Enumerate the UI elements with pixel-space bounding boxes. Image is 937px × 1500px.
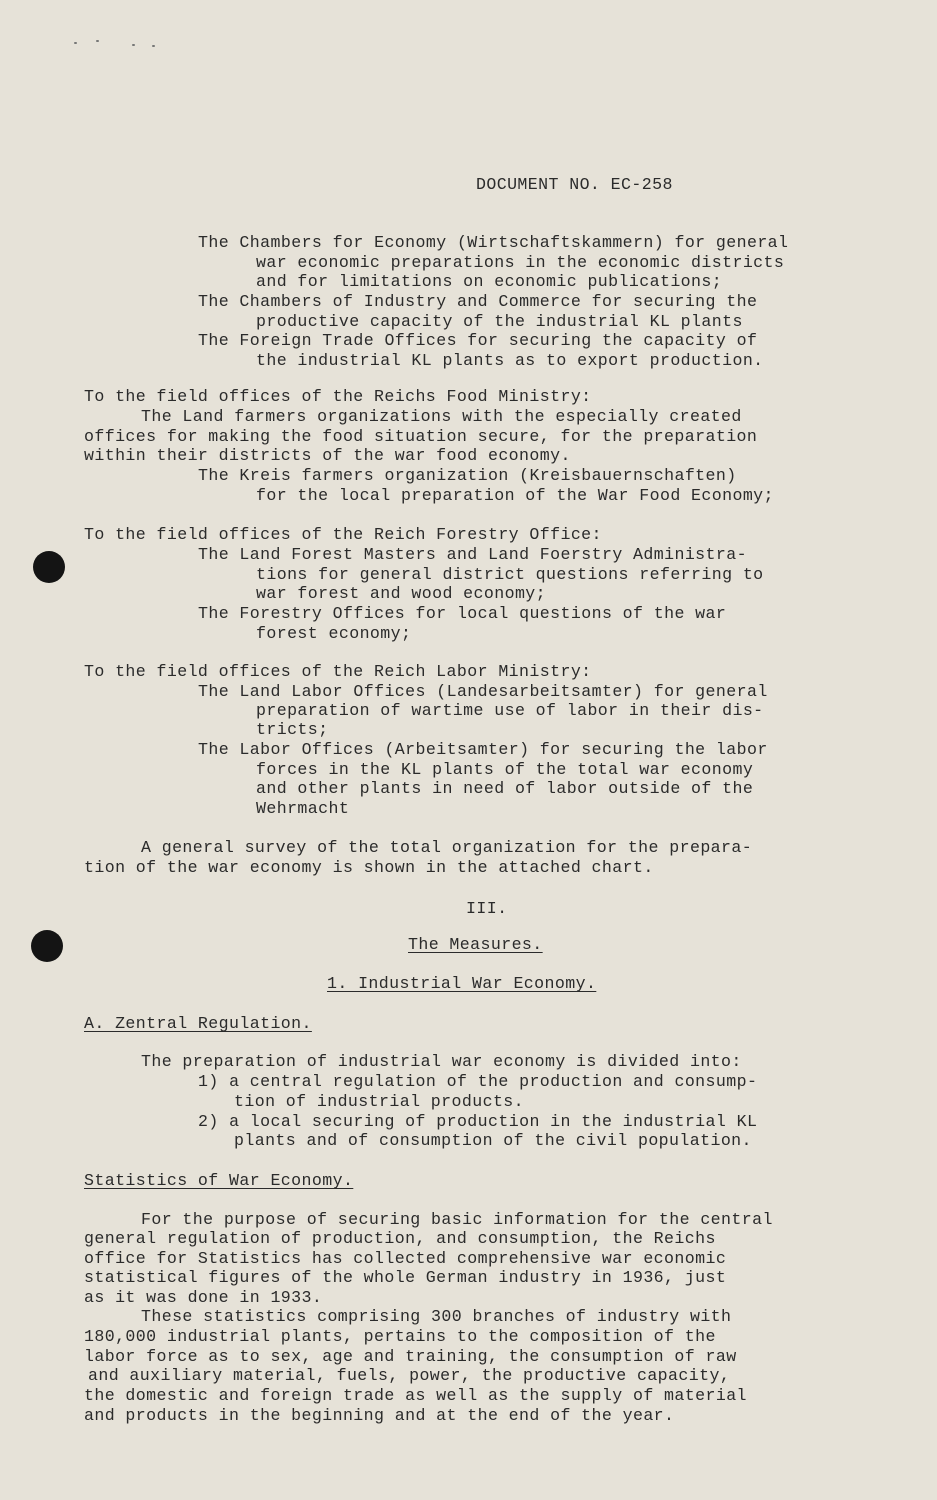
text-line: For the purpose of securing basic information for the central	[141, 1210, 773, 1229]
text-line: the domestic and foreign trade as well as the supply of material	[84, 1386, 747, 1405]
text-line: office for Statistics has collected comprehensive war economic	[84, 1249, 727, 1268]
text-line: tricts;	[256, 720, 329, 739]
text-line: and for limitations on economic publications;	[256, 272, 723, 291]
text-line: 180,000 industrial plants, pertains to the composition of the	[84, 1327, 716, 1346]
text-line: within their districts of the war food economy.	[84, 446, 571, 465]
part-title: The Measures.	[408, 935, 543, 954]
text-line: labor force as to sex, age and training, the consumption of raw	[84, 1347, 737, 1366]
text-line: offices for making the food situation secure, for the preparation	[84, 427, 758, 446]
text-line: The Land Forest Masters and Land Foerstry Administra-	[198, 545, 747, 564]
text-line: The Forestry Offices for local questions of the war	[198, 604, 727, 623]
text-line: the industrial KL plants as to export production.	[256, 351, 764, 370]
text-line: Wehrmacht	[256, 799, 350, 818]
text-line: general regulation of production, and consumption, the Reichs	[84, 1229, 716, 1248]
text-line: and auxiliary material, fuels, power, the productive capacity,	[88, 1366, 731, 1385]
text-line: war forest and wood economy;	[256, 584, 547, 603]
text-line: A general survey of the total organization for the prepara-	[141, 838, 753, 857]
text-line: These statistics comprising 300 branches of industry with	[141, 1307, 732, 1326]
text-line: tions for general district questions referring to	[256, 565, 764, 584]
punch-hole	[31, 930, 63, 962]
part-subtitle: 1. Industrial War Economy.	[327, 974, 597, 993]
text-line: The Labor Offices (Arbeitsamter) for securing the labor	[198, 740, 768, 759]
paper-speck	[74, 42, 77, 44]
section-heading: A. Zentral Regulation.	[84, 1014, 312, 1033]
text-line: The Land Labor Offices (Landesarbeitsamter) for general	[198, 682, 768, 701]
section-heading: To the field offices of the Reich Labor Ministry:	[84, 662, 592, 681]
text-line: statistical figures of the whole German industry in 1936, just	[84, 1268, 727, 1287]
text-line: tion of the war economy is shown in the attached chart.	[84, 858, 654, 877]
text-line: The Land farmers organizations with the especially created	[141, 407, 742, 426]
text-line: tion of industrial products.	[234, 1092, 525, 1111]
text-line: The Chambers for Economy (Wirtschaftskammern) for general	[198, 233, 789, 252]
section-heading: To the field offices of the Reichs Food Ministry:	[84, 387, 592, 406]
text-line: plants and of consumption of the civil population.	[234, 1131, 752, 1150]
text-line: The Chambers of Industry and Commerce for securing the	[198, 292, 758, 311]
paper-speck	[132, 44, 135, 46]
document-number: DOCUMENT NO. EC-258	[476, 175, 673, 194]
punch-hole	[33, 551, 65, 583]
text-line: war economic preparations in the economic districts	[256, 253, 785, 272]
text-line: productive capacity of the industrial KL plants	[256, 312, 743, 331]
text-line: preparation of wartime use of labor in their dis-	[256, 701, 764, 720]
paper-speck	[96, 40, 99, 42]
text-line: as it was done in 1933.	[84, 1288, 323, 1307]
section-heading: Statistics of War Economy.	[84, 1171, 354, 1190]
text-line: and other plants in need of labor outside of the	[256, 779, 754, 798]
text-line: The Kreis farmers organization (Kreisbauernschaften)	[198, 466, 737, 485]
section-heading: To the field offices of the Reich Forestry Office:	[84, 525, 602, 544]
part-numeral: III.	[466, 899, 508, 918]
text-line: for the local preparation of the War Food Economy;	[256, 486, 774, 505]
text-line: The Foreign Trade Offices for securing the capacity of	[198, 331, 758, 350]
list-item: 1) a central regulation of the production and consump-	[198, 1072, 758, 1091]
text-line: and products in the beginning and at the end of the year.	[84, 1406, 675, 1425]
text-line: The preparation of industrial war economy is divided into:	[141, 1052, 742, 1071]
paper-speck	[152, 45, 155, 47]
text-line: forest economy;	[256, 624, 412, 643]
text-line: forces in the KL plants of the total war economy	[256, 760, 754, 779]
list-item: 2) a local securing of production in the industrial KL	[198, 1112, 758, 1131]
